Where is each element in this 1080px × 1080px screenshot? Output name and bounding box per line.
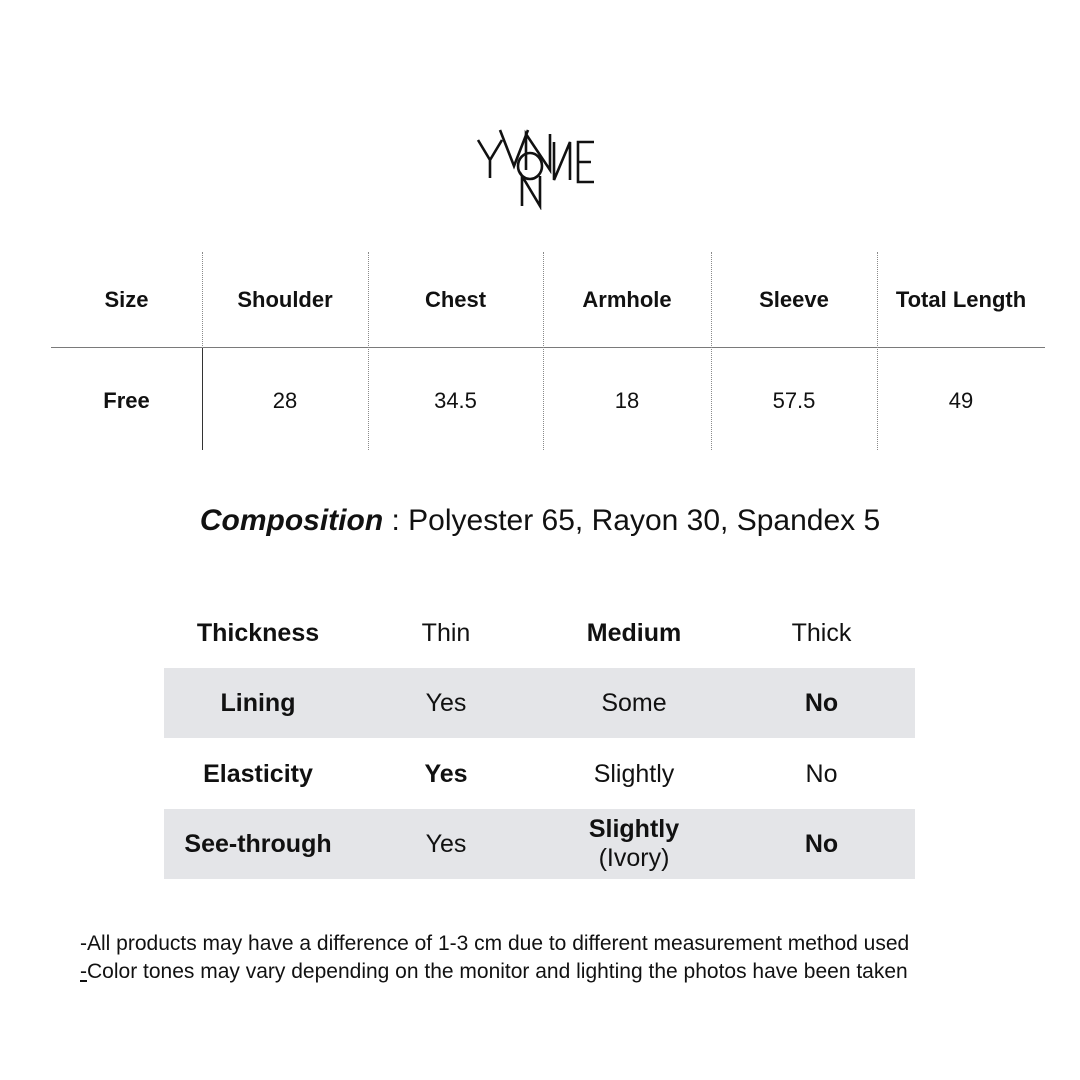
header-sleeve: Sleeve bbox=[759, 286, 829, 312]
column-divider bbox=[543, 252, 544, 450]
brand-logo bbox=[470, 120, 610, 210]
cell-chest: 34.5 bbox=[434, 387, 477, 413]
cell-size: Free bbox=[103, 387, 150, 413]
attribute-option: Thin bbox=[421, 618, 471, 647]
footnote-color bbox=[80, 958, 1040, 986]
cell-sleeve: 57.5 bbox=[772, 387, 816, 413]
attribute-row-see-through bbox=[164, 809, 915, 879]
footnote-color-text: Color tones may vary depending on the monitor and lighting the photos have been taken bbox=[87, 960, 908, 983]
composition-separator: : bbox=[383, 504, 409, 537]
attribute-row-lining bbox=[164, 668, 915, 738]
attribute-label: Lining bbox=[220, 688, 296, 717]
composition-line bbox=[0, 504, 1080, 538]
attribute-option: No bbox=[805, 759, 838, 788]
attribute-option: Slightly bbox=[593, 759, 675, 788]
header-chest: Chest bbox=[424, 286, 487, 312]
size-table-row bbox=[51, 353, 1045, 448]
column-divider bbox=[877, 252, 878, 450]
header-size: Size bbox=[104, 286, 149, 312]
footnote-dash: - bbox=[80, 960, 87, 983]
attribute-option-text: Slightly bbox=[588, 815, 680, 844]
attribute-row-thickness bbox=[164, 598, 915, 668]
column-divider-solid bbox=[202, 348, 203, 450]
attribute-option: Some bbox=[601, 688, 667, 717]
composition-label: Composition bbox=[199, 504, 384, 537]
column-divider bbox=[202, 252, 203, 348]
cell-armhole: 18 bbox=[614, 387, 640, 413]
attribute-option-selected: Yes bbox=[424, 759, 468, 788]
footnotes bbox=[80, 930, 1040, 986]
attribute-option-selected bbox=[540, 809, 728, 879]
column-divider bbox=[368, 252, 369, 450]
attribute-option-selected: No bbox=[804, 688, 839, 717]
header-total-length: Total Length bbox=[895, 286, 1027, 312]
column-divider bbox=[711, 252, 712, 450]
size-table bbox=[51, 252, 1045, 450]
header-armhole: Armhole bbox=[582, 286, 672, 312]
composition-value: Polyester 65, Rayon 30, Spandex 5 bbox=[408, 504, 881, 537]
attribute-option-selected: No bbox=[804, 829, 839, 858]
attribute-label: Elasticity bbox=[203, 759, 313, 788]
attribute-label: See-through bbox=[184, 829, 332, 858]
header-shoulder: Shoulder bbox=[237, 286, 333, 312]
attribute-option-selected: Medium bbox=[586, 618, 682, 647]
attribute-option: Yes bbox=[425, 688, 467, 717]
attribute-label: Thickness bbox=[196, 618, 320, 647]
cell-total-length: 49 bbox=[948, 387, 974, 413]
fabric-attributes-table bbox=[164, 598, 915, 880]
size-table-header-row bbox=[51, 252, 1045, 347]
attribute-option: Thick bbox=[791, 618, 852, 647]
attribute-option-note: (Ivory) bbox=[598, 844, 670, 872]
cell-shoulder: 28 bbox=[272, 387, 298, 413]
footnote-measurement: -All products may have a difference of 1-3 cm due to different measurement method used bbox=[80, 932, 910, 955]
attribute-row-elasticity bbox=[164, 739, 915, 809]
attribute-option: Yes bbox=[425, 829, 467, 858]
header-divider bbox=[51, 347, 1045, 348]
